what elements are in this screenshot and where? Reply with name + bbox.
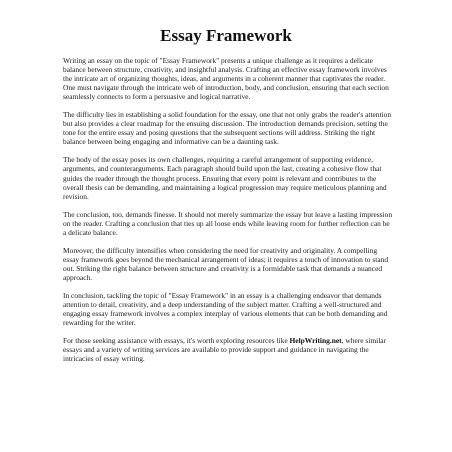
document-title: Essay Framework [160, 26, 292, 45]
paragraph-creativity: Moreover, the difficulty intensifies when considering the need for creativity and originality. A compelling essay framework goes beyond the mechanical arrangement of ideas; it requires a touch of innovation to stand out. Striking the right balance between structure and creativity is a formidable task that demands a nuanced approach. [63, 245, 389, 282]
paragraph-closing [63, 336, 393, 363]
paragraph-conclusion: The conclusion, too, demands finesse. It should not merely summarize the essay but leave a lasting impression on the reader. Crafting a conclusion that ties up all loose ends while leaving room for further reflection can be a delicate balance. [63, 209, 393, 237]
paragraph-body: The body of the essay poses its own challenges, requiring a careful arrangement of supporting evidence, arguments, and counterarguments. Each paragraph should build upon the last, creating a cohesive flow that guides the reader through the thought process. Ensuring that every point is relevant and contributes to the overall thesis can be demanding, and maintaining a logical progression may require meticulous planning and revision. [63, 155, 387, 201]
document-body [63, 56, 393, 372]
paragraph-summary: In conclusion, tackling the topic of "Essay Framework" in an essay is a challenging endeavor that demands attention to detail, creativity, and a deep understanding of the subject matter. Crafting a well-structured and engaging essay framework involves a complex interplay of various elements that can be both demanding and rewarding for the writer. [63, 290, 388, 328]
closing-text-after: , where similar essays and a variety of writing services are available to provide support and guidance in navigating the intricacies of essay writing. [63, 336, 387, 364]
paragraph-difficulty: The difficulty lies in establishing a solid foundation for the essay, one that not only grabs the reader's attention but also provides a clear roadmap for the ensuing discussion. The introduction demands precision, setting the tone for the entire essay and posing questions that the subsequent sections will address. Striking the right balance between being engaging and informative can be a daunting task. [63, 110, 392, 147]
paragraph-intro: Writing an essay on the topic of "Essay Framework" presents a unique challenge as it requires a delicate balance between structure, creativity, and insightful analysis. Crafting an effective essay framework involves the intricate art of organizing thoughts, ideas, and arguments in a coherent manner that captivates the reader. One must navigate through the intricate web of introduction, body, and conclusion, ensuring that each section seamlessly connects to form a persuasive and logical narrative. [63, 56, 389, 102]
closing-text-before: For those seeking assistance with essays, it's worth exploring resources like [63, 336, 290, 346]
helpwriting-link[interactable]: HelpWriting.net [289, 336, 342, 346]
